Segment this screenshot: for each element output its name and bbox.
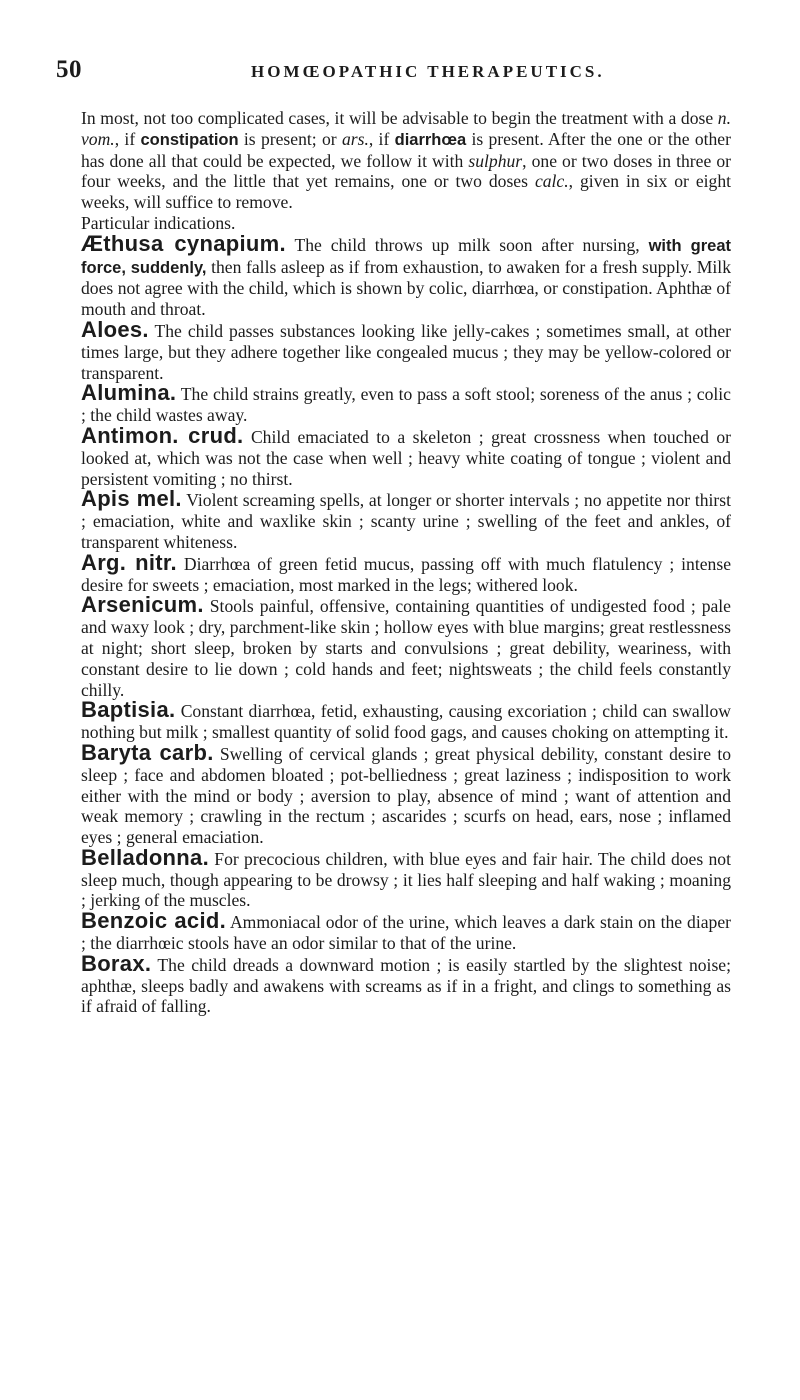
body-text — [81, 108, 731, 1017]
remedy-entry — [81, 739, 732, 848]
remedy-name: Apis mel. — [81, 486, 182, 512]
remedy-entry — [81, 380, 731, 426]
remedy-entry — [81, 549, 732, 596]
intro-text: , one or two doses in three or four weeks, and the little that yet remains, one or two doses — [81, 150, 731, 192]
remedy-entry — [81, 422, 731, 489]
remedy-name: Alumina. — [81, 380, 177, 406]
remedy-description: Constant diarrhœa, fetid, exhausting, causing excoriation ; child can swallow nothing but milk ; smallest quantity of solid food gags, and causes choking on attempting it. — [81, 701, 731, 743]
keyword-constipation: constipation — [140, 130, 239, 149]
page-number: 50 — [56, 56, 82, 83]
remedy-name: Aloes. — [81, 316, 149, 342]
remedy-name: Arg. nitr. — [81, 549, 177, 575]
remedy-name: Antimon. crud. — [81, 422, 244, 448]
remedy-name: Benzoic acid. — [81, 908, 227, 934]
keyword-diarrhoea: diarrhœa — [394, 130, 467, 149]
intro-text: is present. After the one or the other has done all that could be expected, we follow it with — [81, 128, 731, 171]
remedy-name: Æthusa cynapium. — [81, 230, 286, 256]
emphasis-text: with great force, suddenly, — [81, 236, 731, 277]
remedy-description: The child passes substances looking like jelly-cakes ; sometimes small, at other times large, but they adhere together like congealed mucus ; they may be yellow-colored or transparent. — [81, 320, 731, 383]
intro-text: , given in six or eight weeks, will suffice to remove. — [81, 171, 732, 213]
intro-paragraph — [81, 108, 731, 213]
remedy-ref-sulphur: sulphur — [468, 150, 523, 171]
intro-text: , if — [368, 128, 395, 149]
remedy-ref-calc: calc. — [534, 171, 569, 192]
remedy-description: Ammoniacal odor of the urine, which leaves a dark stain on the diaper ; the diarrhœic stools have an odor similar to that of the urine. — [81, 912, 731, 954]
intro-text: is present; or — [238, 128, 342, 149]
remedy-description: For precocious children, with blue eyes and fair hair. The child does not sleep much, though appearing to be drowsy ; it lies half sleeping and half waking ; moaning ; jerking of the muscles. — [81, 848, 731, 911]
remedy-name: Baptisia. — [81, 697, 176, 723]
remedy-entry — [81, 908, 731, 954]
remedy-description: Diarrhœa of green fetid mucus, passing off with much flatulency ; intense desire for sweets ; emaciation, most marked in the legs; withered look. — [81, 553, 732, 595]
remedy-ref-ars: ars. — [341, 128, 369, 149]
remedy-name: Arsenicum. — [81, 592, 204, 618]
remedy-entry — [81, 230, 731, 320]
remedy-ref-nvom: n. vom. — [81, 108, 731, 149]
section-heading: Particular indications. — [81, 212, 236, 233]
remedy-name: Borax. — [81, 950, 152, 976]
remedy-description: Child emaciated to a skeleton ; great crossness when touched or looked at, which was not the case when well ; heavy white coating of tongue ; violent and persistent vomiting ; no thirst. — [81, 426, 731, 489]
remedy-name: Baryta carb. — [81, 739, 214, 765]
intro-text: , if — [114, 128, 141, 149]
intro-text: In most, not too complicated cases, it will be advisable to begin the treatment with a dose — [81, 108, 718, 128]
remedy-description: The child strains greatly, even to pass a soft stool; soreness of the anus ; colic ; the child wastes away. — [81, 384, 731, 426]
remedy-description: Violent screaming spells, at longer or shorter intervals ; no appetite nor thirst ; emaciation, white and waxlike skin ; scanty urine ; swelling of the feet and ankles, of transparent whiteness. — [81, 490, 731, 552]
remedy-description: The child throws up milk soon after nursing, — [285, 234, 649, 255]
running-head: HOMŒOPATHIC THERAPEUTICS. — [251, 62, 605, 81]
remedy-entry — [81, 950, 731, 1017]
remedy-entry — [81, 697, 731, 743]
remedy-description: The child dreads a downward motion ; is easily startled by the slightest noise; aphthæ, sleeps badly and awakens with screams as if in a fright, and clings to something as if afraid of falling. — [81, 954, 731, 1017]
remedy-entry — [81, 486, 731, 552]
remedy-entry — [81, 592, 731, 700]
remedy-entry — [81, 316, 731, 383]
remedy-description: Stools painful, offensive, containing quantities of undigested food ; pale and waxy look ; dry, parchment-like skin ; hollow eyes with blue margins; great restlessness at night; short sleep, broken by starts and convulsions ; great debility, weariness, with constant desire to lie down ; cold hands and feet; nightsweats ; the child feels constantly chilly. — [81, 596, 731, 700]
page-header — [56, 56, 744, 88]
remedy-name: Belladonna. — [81, 844, 209, 870]
remedy-description: Swelling of cervical glands ; great physical debility, constant desire to sleep ; face and abdomen bloated ; pot-belliedness ; great laziness ; indisposition to work either with the mind or body ; aversion to play, absence of mind ; want of attention and weak memory ; crawling in the rectum ; ascarides ; scurfs on head, ears, nose ; inflamed eyes ; general emaciation. — [81, 743, 732, 848]
remedy-entry — [81, 844, 731, 911]
remedy-description: then falls asleep as if from exhaustion, to awaken for a fresh supply. Milk does not agree with the child, which is shown by colic, diarrhœa, or constipation. Aphthæ of mouth and throat. — [81, 256, 731, 320]
